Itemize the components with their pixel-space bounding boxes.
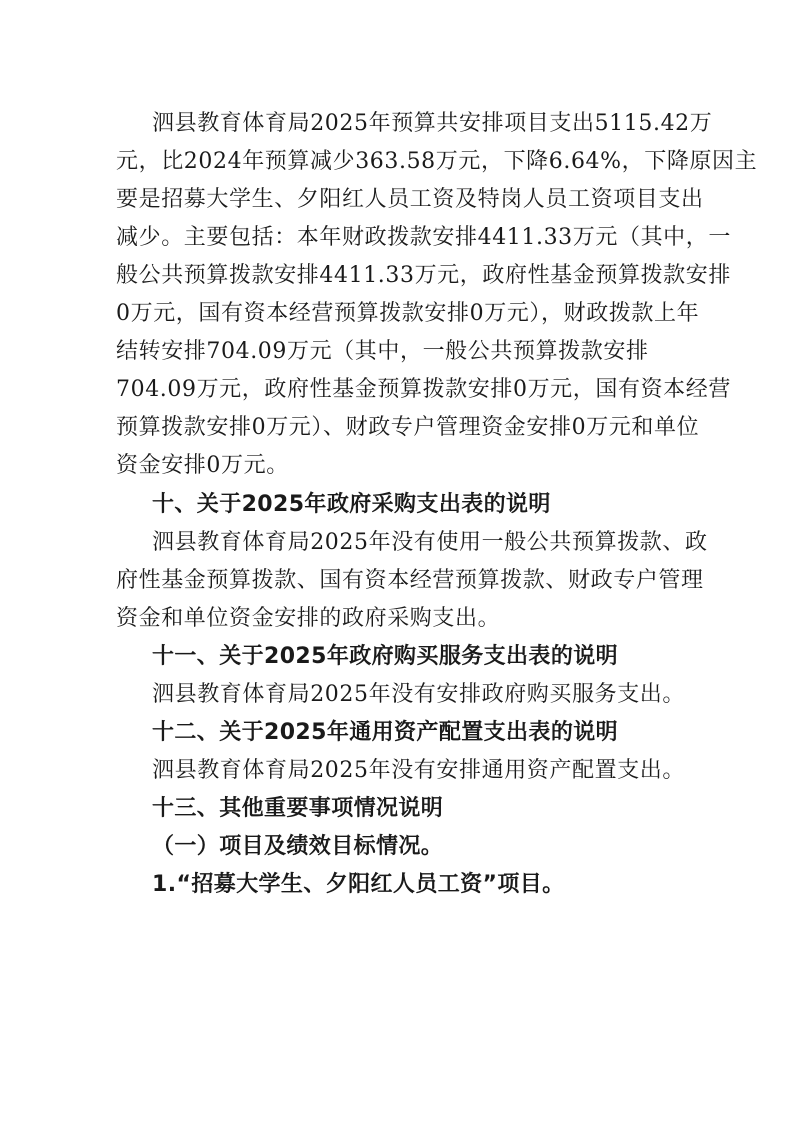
section-13-subheading: （一）项目及绩效目标情况。 <box>152 834 444 859</box>
budget-paragraph-line-4: 减少。主要包括：本年财政拨款安排4411.33万元（其中，一 <box>116 225 731 250</box>
section-13-heading: 十三、其他重要事项情况说明 <box>152 796 444 821</box>
section-11-line: 泗县教育体育局2025年没有安排政府购买服务支出。 <box>152 682 685 707</box>
budget-paragraph-line-1: 泗县教育体育局2025年预算共安排项目支出5115.42万 <box>152 111 713 136</box>
section-13-item-heading: 1.“招募大学生、夕阳红人员工资”项目。 <box>152 872 565 897</box>
section-10-line-1: 泗县教育体育局2025年没有使用一般公共预算拨款、政 <box>152 530 708 555</box>
budget-paragraph-line-5: 般公共预算拨款安排4411.33万元，政府性基金预算拨款安排 <box>116 263 731 288</box>
budget-paragraph-line-3: 要是招募大学生、夕阳红人员工资及特岗人员工资项目支出 <box>116 187 704 212</box>
section-10-line-2: 府性基金预算拨款、国有资本经营预算拨款、财政专户管理 <box>116 568 704 593</box>
section-10-heading: 十、关于2025年政府采购支出表的说明 <box>152 492 551 517</box>
budget-paragraph-line-6: 0万元，国有资本经营预算拨款安排0万元），财政拨款上年 <box>116 301 700 326</box>
budget-paragraph-line-9: 预算拨款安排0万元）、财政专户管理资金安排0万元和单位 <box>116 415 700 440</box>
section-10-line-3: 资金和单位资金安排的政府采购支出。 <box>116 606 501 631</box>
section-12-line: 泗县教育体育局2025年没有安排通用资产配置支出。 <box>152 758 685 783</box>
section-12-heading: 十二、关于2025年通用资产配置支出表的说明 <box>152 720 619 745</box>
budget-paragraph-line-10: 资金安排0万元。 <box>116 453 289 478</box>
budget-paragraph-line-8: 704.09万元，政府性基金预算拨款安排0万元，国有资本经营 <box>116 377 731 402</box>
budget-paragraph-line-7: 结转安排704.09万元（其中，一般公共预算拨款安排 <box>116 339 649 364</box>
budget-paragraph-line-2: 元，比2024年预算减少363.58万元，下降6.64%，下降原因主 <box>116 149 758 174</box>
section-11-heading: 十一、关于2025年政府购买服务支出表的说明 <box>152 644 619 669</box>
